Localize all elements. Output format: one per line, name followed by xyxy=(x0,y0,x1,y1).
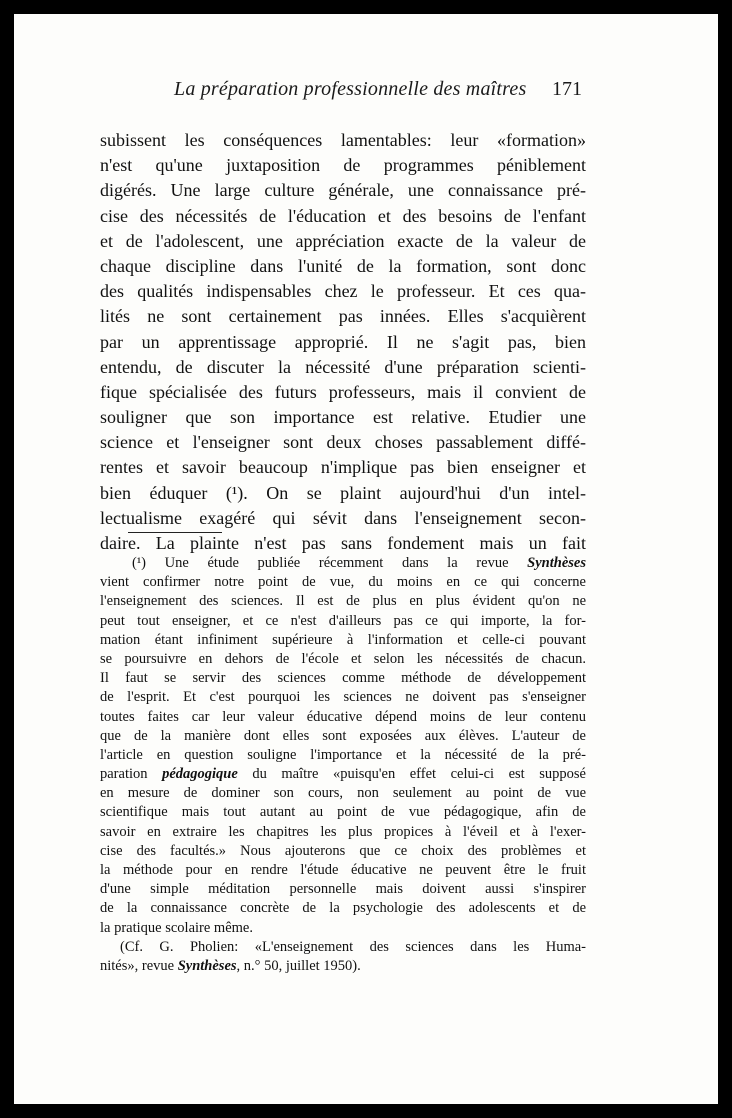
text-line: n'est qu'une juxtaposition de programmes péniblement xyxy=(100,155,586,176)
footnote-separator xyxy=(128,532,222,533)
footnote-line: l'article en question souligne l'importance et la nécessité de la pré- xyxy=(100,746,586,763)
text-line: chaque discipline dans l'unité de la formation, sont donc xyxy=(100,255,586,276)
footnote-line: vient confirmer notre point de vue, du moins en ce qui concerne xyxy=(100,574,586,591)
footnote-line: toutes faites car leur valeur éducative dépend moins de leur contenu xyxy=(100,708,586,725)
citation-text: nités», revue xyxy=(100,957,178,974)
journal-title: Synthèses xyxy=(177,957,237,974)
text-line: lités ne sont certainement pas innées. Elles s'acquièrent xyxy=(100,306,586,327)
text-line: bien éduquer (¹). On se plaint aujourd'hui d'un intel- xyxy=(100,482,586,503)
footnote-text: du maître «puisqu'en effet celui-ci est supposé xyxy=(237,766,586,783)
text-line: et de l'adolescent, une appréciation exacte de la valeur de xyxy=(100,230,586,251)
text-line: par un apprentissage approprié. Il ne s'agit pas, bien xyxy=(100,331,586,352)
journal-title: Synthèses xyxy=(527,555,586,571)
running-header xyxy=(174,78,582,108)
text-line: science et l'enseigner sont deux choses passablement diffé- xyxy=(100,432,586,453)
footnote-line: peut tout enseigner, et ce n'est d'ailleurs pas ce qui importe, la for- xyxy=(100,612,586,629)
footnote-line: de l'esprit. Et c'est pourquoi les sciences ne doivent pas s'enseigner xyxy=(100,689,586,706)
emphasis: pédagogique xyxy=(162,766,238,783)
footnote-line: cise des facultés.» Nous ajouterons que ce choix des problèmes et xyxy=(100,842,586,859)
footnote-line: l'enseignement des sciences. Il est de plus en plus évident qu'on ne xyxy=(100,593,586,610)
footnote-text: paration xyxy=(100,766,163,783)
text-line: digérés. Une large culture générale, une connaissance pré- xyxy=(100,180,586,201)
running-title: La préparation professionnelle des maîtres xyxy=(174,78,527,100)
text-line: subissent les conséquences lamentables: leur «formation» xyxy=(100,130,586,150)
footnote xyxy=(100,554,586,976)
footnote-line xyxy=(100,554,586,573)
text-line: entendu, de discuter la nécessité d'une préparation scienti- xyxy=(100,356,586,377)
footnote-line: savoir en extraire les chapitres les plus propices à l'éveil et à l'exer- xyxy=(100,823,586,840)
text-line: des qualités indispensables chez le professeur. Et ces qua- xyxy=(100,281,586,302)
footnote-line: Il faut se servir des sciences comme méthode de développement xyxy=(100,670,586,687)
page-number: 171 xyxy=(552,78,582,100)
footnote-line: se poursuivre en dehors de l'école et selon les nécessités de chacun. xyxy=(100,650,586,667)
footnote-line: en mesure de dominer son cours, non seulement au point de vue xyxy=(100,785,586,802)
citation-line xyxy=(100,957,586,976)
footnote-line: de la connaissance concrète de la psychologie des adolescents et de xyxy=(100,900,586,917)
citation-text: , n.° 50, juillet 1950). xyxy=(236,957,361,974)
footnote-line: la méthode pour en rendre l'étude éducative ne peuvent être le fruit xyxy=(100,862,586,878)
footnote-line: la pratique scolaire même. xyxy=(100,919,253,936)
book-page xyxy=(14,14,718,1104)
text-line: rentes et savoir beaucoup n'implique pas bien enseigner et xyxy=(100,457,586,478)
footnote-line: que de la manière dont elles sont exposées aux élèves. L'auteur de xyxy=(100,727,586,744)
text-line: fique spécialisée des futurs professeurs, mais il convient de xyxy=(100,381,586,402)
footnote-text: (¹) Une étude publiée récemment dans la revue xyxy=(132,555,528,571)
text-line: cise des nécessités de l'éducation et des besoins de l'enfant xyxy=(100,205,586,226)
footnote-line: mation étant infiniment supérieure à l'information et celle-ci pouvant xyxy=(100,631,586,648)
footnote-line: d'une simple méditation personnelle mais doivent aussi s'inspirer xyxy=(100,881,586,898)
text-line: lectualisme exagéré qui sévit dans l'enseignement secon- xyxy=(100,507,586,528)
footnote-line xyxy=(100,765,586,784)
citation-line: (Cf. G. Pholien: «L'enseignement des sciences dans les Huma- xyxy=(120,938,586,955)
footnote-line: scientifique mais tout autant au point de vue pédagogique, afin de xyxy=(100,804,586,821)
text-line: souligner que son importance est relative. Etudier une xyxy=(100,407,586,428)
main-text xyxy=(100,128,586,556)
text-line: daire. La plainte n'est pas sans fondement mais un fait xyxy=(100,533,586,553)
